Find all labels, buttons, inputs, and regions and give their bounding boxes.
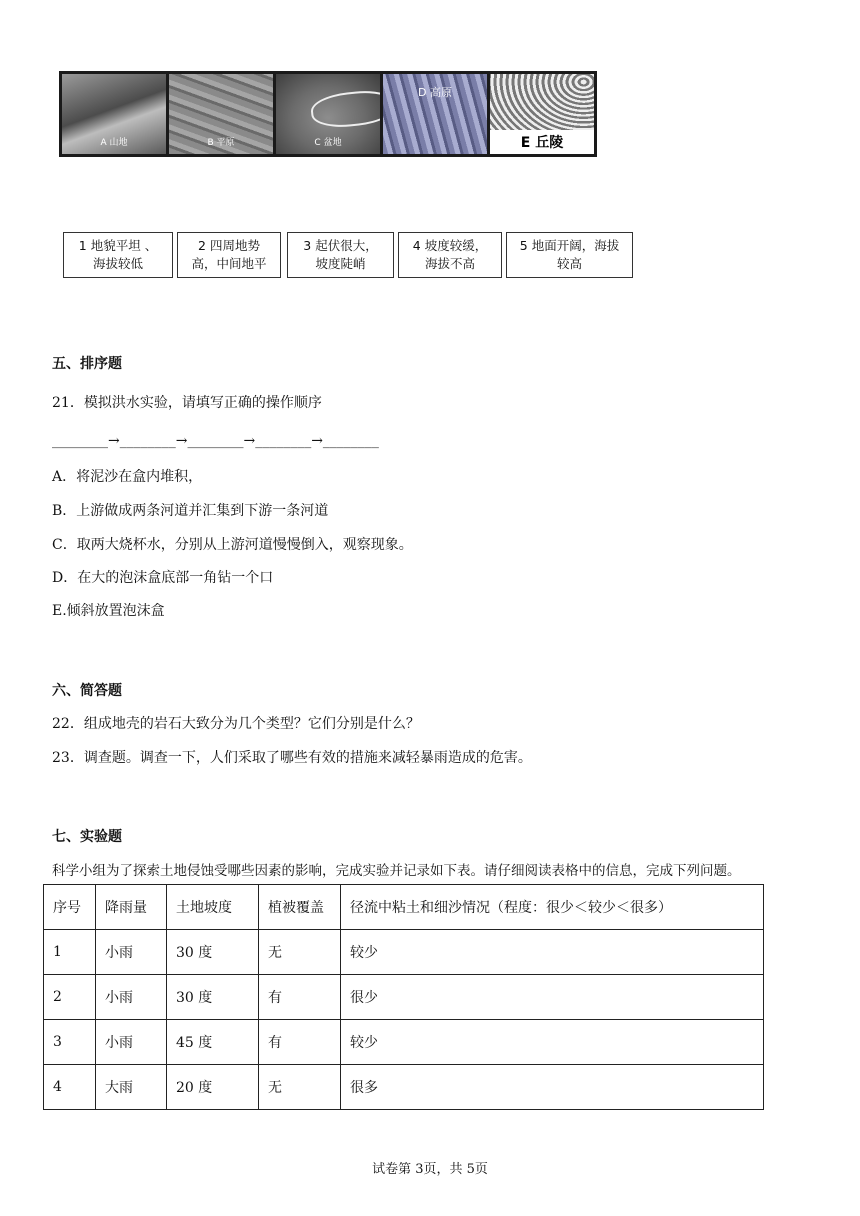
feature-box-text: 较高 bbox=[556, 256, 582, 271]
basin-photo bbox=[276, 74, 380, 154]
header-cell: 序号 bbox=[44, 885, 96, 930]
feature-box-text: 3 起伏很大， bbox=[303, 238, 378, 253]
experiment-table bbox=[43, 884, 764, 1110]
table-cell: 无 bbox=[259, 1065, 341, 1110]
option-a: A．将泥沙在盒内堆积， bbox=[52, 469, 203, 485]
section-heading-short-answer: 六、简答题 bbox=[52, 683, 122, 699]
feature-box-5 bbox=[506, 232, 633, 278]
table-cell: 有 bbox=[259, 975, 341, 1020]
landform-photo-strip bbox=[59, 71, 597, 157]
feature-box-text: 4 坡度较缓， bbox=[412, 238, 488, 253]
table-cell: 2 bbox=[44, 975, 96, 1020]
table-cell: 较少 bbox=[341, 930, 764, 975]
table-cell: 大雨 bbox=[96, 1065, 167, 1110]
feature-box-3 bbox=[287, 232, 394, 278]
feature-box-4 bbox=[398, 232, 502, 278]
feature-box-text: 坡度陡峭 bbox=[315, 256, 366, 271]
table-cell: 4 bbox=[44, 1065, 96, 1110]
table-cell: 小雨 bbox=[96, 1020, 167, 1065]
table-cell: 3 bbox=[44, 1020, 96, 1065]
mountain-photo bbox=[62, 74, 166, 154]
header-cell: 土地坡度 bbox=[167, 885, 259, 930]
table-cell: 无 bbox=[259, 930, 341, 975]
plain-photo bbox=[169, 74, 273, 154]
feature-box-text: 高，中间地平 bbox=[191, 256, 267, 271]
feature-box-1 bbox=[63, 232, 173, 278]
page-footer: 试卷第 3页，共 5页 bbox=[372, 1162, 488, 1177]
section-heading-experiment: 七、实验题 bbox=[52, 829, 122, 845]
table-cell: 有 bbox=[259, 1020, 341, 1065]
plateau-photo bbox=[383, 74, 487, 154]
table-cell: 20 度 bbox=[167, 1065, 259, 1110]
feature-box-text: 海拔不高 bbox=[424, 256, 475, 271]
table-cell: 小雨 bbox=[96, 930, 167, 975]
header-cell: 植被覆盖 bbox=[259, 885, 341, 930]
section-heading-ordering: 五、排序题 bbox=[52, 356, 122, 372]
header-cell: 径流中粘土和细沙情况（程度：很少＜较少＜很多） bbox=[341, 885, 764, 930]
photo-label: B 平原 bbox=[207, 138, 235, 148]
feature-box-text: 1 地貌平坦 、 bbox=[78, 238, 158, 253]
answer-blanks[interactable]: ________→________→________→________→________ bbox=[52, 433, 379, 449]
table-cell: 很少 bbox=[341, 975, 764, 1020]
table-row bbox=[44, 975, 764, 1020]
photo-label: A 山地 bbox=[100, 138, 128, 148]
feature-box-text: 2 四周地势 bbox=[198, 238, 260, 253]
option-b: B．上游做成两条河道并汇集到下游一条河道 bbox=[52, 503, 329, 519]
photo-label: C 盆地 bbox=[314, 138, 342, 148]
table-cell: 小雨 bbox=[96, 975, 167, 1020]
table-header-row bbox=[44, 885, 764, 930]
feature-box-text: 5 地面开阔，海拔 bbox=[519, 238, 620, 253]
experiment-intro: 科学小组为了探索土地侵蚀受哪些因素的影响，完成实验并记录如下表。请仔细阅读表格中的信息，完成下列问题。 bbox=[52, 863, 741, 879]
table-cell: 30 度 bbox=[167, 975, 259, 1020]
header-cell: 降雨量 bbox=[96, 885, 167, 930]
hills-photo bbox=[490, 74, 594, 154]
option-d: D．在大的泡沫盒底部一角钻一个口 bbox=[52, 570, 274, 586]
question-23: 23．调查题。调查一下，人们采取了哪些有效的措施来减轻暴雨造成的危害。 bbox=[52, 750, 532, 766]
question-21: 21．模拟洪水实验，请填写正确的操作顺序 bbox=[52, 395, 322, 411]
basin-outline-marker bbox=[309, 88, 380, 131]
photo-label: E 丘陵 bbox=[490, 130, 594, 154]
option-e: E.倾斜放置泡沫盒 bbox=[52, 603, 165, 619]
table-cell: 较少 bbox=[341, 1020, 764, 1065]
table-cell: 30 度 bbox=[167, 930, 259, 975]
photo-label: D 高原 bbox=[418, 86, 452, 99]
table-row bbox=[44, 930, 764, 975]
table-cell: 很多 bbox=[341, 1065, 764, 1110]
question-22: 22．组成地壳的岩石大致分为几个类型？它们分别是什么？ bbox=[52, 716, 420, 732]
option-c: C．取两大烧杯水，分别从上游河道慢慢倒入，观察现象。 bbox=[52, 537, 413, 553]
table-row bbox=[44, 1020, 764, 1065]
table-cell: 45 度 bbox=[167, 1020, 259, 1065]
feature-box-text: 海拔较低 bbox=[92, 256, 143, 271]
table-cell: 1 bbox=[44, 930, 96, 975]
feature-box-2 bbox=[177, 232, 281, 278]
table-row bbox=[44, 1065, 764, 1110]
